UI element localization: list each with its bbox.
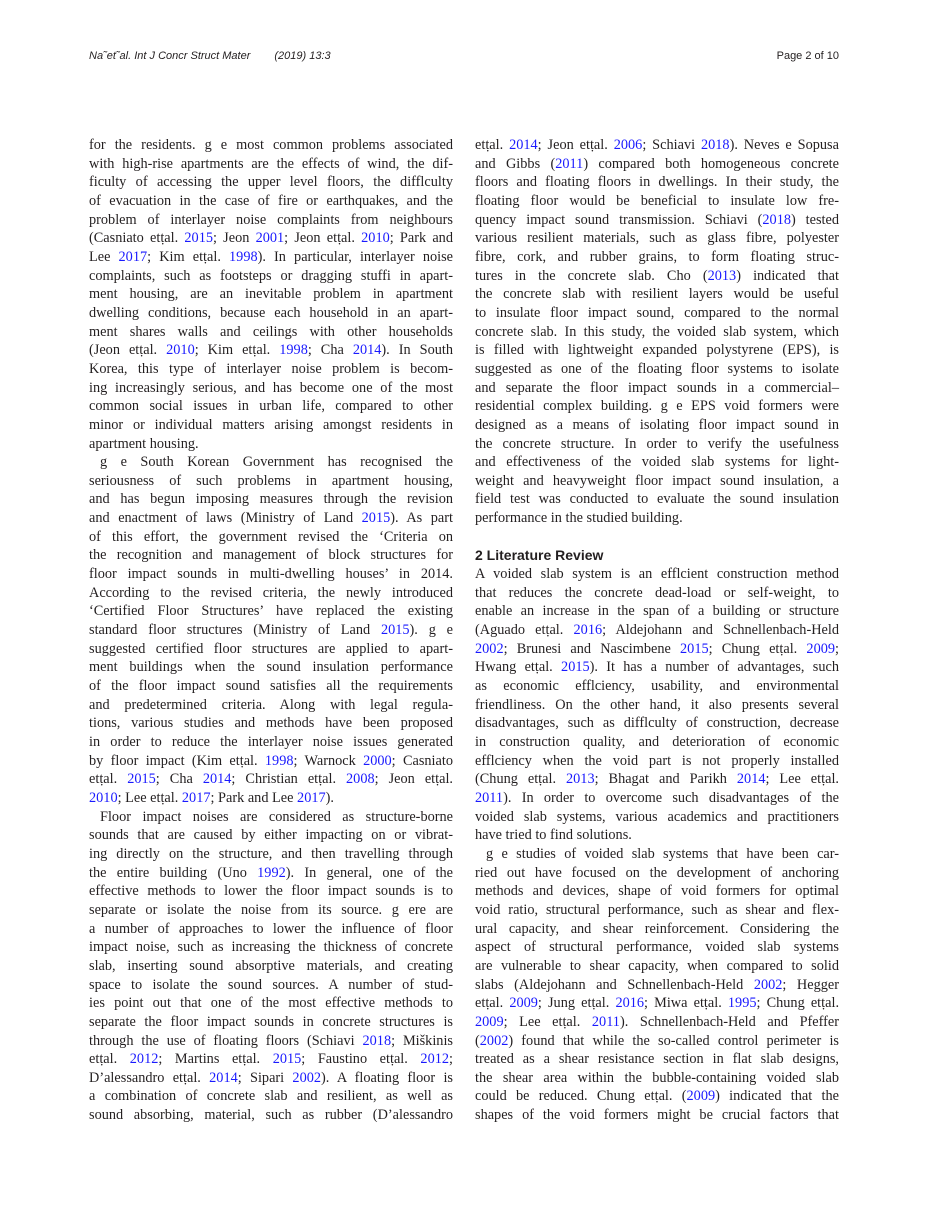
section-heading: 2 Literature Review xyxy=(475,547,604,564)
citation-link[interactable]: 2018 xyxy=(700,137,730,153)
paragraph xyxy=(475,565,839,845)
text-line: are vulnerable to shear capacity, when compared to solid xyxy=(475,957,839,974)
text-line: ment housing, are an inevitable problem in apartment xyxy=(89,286,453,303)
text-line: (Jeon etṭal. 2010; Kim etṭal. 1998; Cha 2014). In South xyxy=(89,342,454,359)
citation-link[interactable]: 2009 xyxy=(475,1013,504,1030)
text-line: impact noise, such as increasing the thickness of concrete xyxy=(89,939,453,956)
citation-link[interactable]: 2002 xyxy=(753,976,783,993)
citation-link[interactable]: 2016 xyxy=(573,622,603,639)
citation-link[interactable]: 2014 xyxy=(202,771,232,788)
text-line: efflciency when the void part is not properly installed xyxy=(475,752,839,769)
text-line: effective methods to lower the floor impact sounds is to xyxy=(89,883,453,900)
text-line: with high-rise apartments are the effects of wind, the dif- xyxy=(89,155,453,172)
citation-link[interactable]: 2009 xyxy=(686,1088,716,1105)
text-line: A voided slab system is an efflcient construction method xyxy=(475,566,839,583)
text-line: Floor impact noises are considered as structure-borne xyxy=(100,808,453,825)
text-line: designed as a means of isolating floor impact sound in xyxy=(475,416,839,433)
text-line: for the residents. g e most common problems associated xyxy=(89,137,453,153)
text-line: the concrete structure. In order to verify the usefulness xyxy=(475,435,839,452)
citation-link[interactable]: 2015 xyxy=(127,771,156,788)
text-line: and predetermined criteria. Along with legal regula- xyxy=(89,696,453,713)
text-line: shapes of the void formers might be crucial factors that xyxy=(475,1107,839,1124)
text-line: weight and heavyweight floor impact sound insulation, a xyxy=(475,472,839,489)
text-line: (2002) found that while the so-called control perimeter is xyxy=(475,1032,839,1049)
text-line: space to isolate the sound sources. A number of stud- xyxy=(89,976,453,993)
citation-link[interactable]: 2002 xyxy=(475,640,504,657)
text-line: seriousness of such problems in apartment housing, xyxy=(89,472,453,489)
text-line: enable an increase in the span of a building or structure xyxy=(475,603,839,620)
text-line: and Gibbs (2011) compared both homogeneous concrete xyxy=(475,155,839,172)
text-line: sound absorbing, material, such as rubber (D’alessandro xyxy=(89,1107,453,1124)
text-line: ficulty of accessing the upper level floors, the difflculty xyxy=(89,174,453,191)
citation-link[interactable]: 2015 xyxy=(680,640,709,657)
text-line: separate or isolate the noise from its source. g ere are xyxy=(89,901,453,918)
paragraph xyxy=(89,453,453,807)
text-line: 2010; Lee etṭal. 2017; Park and Lee 2017). xyxy=(89,789,334,806)
text-line: (Chung etṭal. 2013; Bhagat and Parikh 2014; Lee etṭal. xyxy=(475,771,839,788)
text-line: have tried to find solutions. xyxy=(475,827,632,844)
citation-link[interactable]: 2018 xyxy=(362,1032,392,1049)
citation-link[interactable]: 2010 xyxy=(89,789,118,806)
citation-link[interactable]: 2017 xyxy=(297,789,326,806)
text-line: floating floor would be beneficial to insulate low fre- xyxy=(475,192,839,209)
text-line: void ratio, structural performance, such as shear and flex- xyxy=(475,901,839,918)
text-line: dwelling conditions, because each household in an apart- xyxy=(89,304,453,321)
citation-link[interactable]: 2014 xyxy=(352,342,382,359)
text-line: Lee 2017; Kim etṭal. 1998). In particular, interlayer noise xyxy=(89,248,453,265)
citation-link[interactable]: 1995 xyxy=(727,995,757,1012)
text-line: slabs (Aldejohann and Schnellenbach-Held 2002; Hegger xyxy=(475,976,839,993)
text-line: fibre, cork, and rubber grains, to form floating struc- xyxy=(475,248,839,265)
text-line: etṭal. 2014; Jeon etṭal. 2006; Schiavi 2018). Neves e Sopusa xyxy=(475,137,839,153)
text-line: of evacuation in the case of fire or earthquakes, and the xyxy=(89,192,453,209)
citation-link[interactable]: 2015 xyxy=(561,659,590,676)
text-line: ment buildings when the sound insulation performance xyxy=(89,659,453,676)
text-line: as economic efflciency, usability, and environmental xyxy=(475,678,839,695)
text-line: is filled with lightweight expanded polystyrene (EPS), is xyxy=(475,342,839,359)
citation-link[interactable]: 2011 xyxy=(555,155,584,172)
text-line: aspect of structural performance, voided slab systems xyxy=(475,939,839,956)
text-line: a number of approaches to lower the influence of floor xyxy=(89,920,453,937)
text-line: etṭal. 2009; Jung etṭal. 2016; Miwa etṭal. 1995; Chung etṭal. xyxy=(475,995,840,1012)
text-line: floor impact sounds in multi-dwelling houses’ in 2014. xyxy=(89,566,453,583)
citation-link[interactable]: 1998 xyxy=(279,342,308,359)
text-line: in order to reduce the interlayer noise issues generated xyxy=(89,734,453,750)
text-line: and has begun imposing measures through the revision xyxy=(89,491,453,508)
citation-link[interactable]: 2017 xyxy=(181,789,211,806)
text-line: Korea, this type of interlayer noise problem is becom- xyxy=(89,360,453,377)
text-line: (Aguado etṭal. 2016; Aldejohann and Schnellenbach-Held xyxy=(475,622,840,639)
text-line: According to the revised criteria, the newly introduced xyxy=(89,584,453,601)
text-line: by floor impact (Kim etṭal. 1998; Warnock 2000; Casniato xyxy=(89,752,453,769)
text-line: floors and floating floors in dwellings. In their study, the xyxy=(475,174,839,191)
citation-link[interactable]: 2016 xyxy=(615,995,645,1012)
citation-link[interactable]: 2015 xyxy=(361,510,391,527)
text-line: (Casniato etṭal. 2015; Jeon 2001; Jeon etṭal. 2010; Park and xyxy=(89,230,453,247)
citation-link[interactable]: 2014 xyxy=(509,137,538,153)
citation-link[interactable]: 2000 xyxy=(363,752,392,769)
citation-link[interactable]: 2015 xyxy=(272,1051,302,1068)
text-line: to insulate floor impact sound, compared to the normal xyxy=(475,304,839,321)
citation-link[interactable]: 2002 xyxy=(292,1069,322,1086)
text-line: the recognition and management of block structures for xyxy=(89,547,453,564)
text-line: etṭal. 2015; Cha 2014; Christian etṭal. 2008; Jeon etṭal. xyxy=(89,771,454,788)
text-line: ried out have focused on the development of anchoring xyxy=(475,864,839,881)
citation-link[interactable]: 2013 xyxy=(566,771,595,788)
citation-link[interactable]: 2002 xyxy=(479,1032,509,1049)
text-line: 2011). In order to overcome such disadvantages of the xyxy=(475,789,839,806)
text-line: voided slab systems, various academics and practitioners xyxy=(475,808,839,825)
citation-link[interactable]: 2015 xyxy=(184,230,213,247)
text-line: that reduces the concrete dead-load or self-weight, to xyxy=(475,584,839,601)
journal-name: Na˜et˜al. Int J Concr Struct Mater xyxy=(89,50,251,62)
citation-link[interactable]: 2009 xyxy=(806,640,836,657)
text-line: complaints, such as footsteps or dragging stuffi in apart- xyxy=(89,267,453,284)
text-line: sounds that are caused by either impacting on or vibrat- xyxy=(89,827,453,844)
text-line: ‘Certified Floor Structures’ have replaced the existing xyxy=(89,603,453,620)
citation-link[interactable]: 2015 xyxy=(380,622,410,639)
citation-link[interactable]: 2014 xyxy=(209,1069,238,1086)
citation-link[interactable]: 2017 xyxy=(118,248,148,265)
text-column-left xyxy=(89,136,453,1125)
citation-link[interactable]: 2012 xyxy=(420,1051,450,1068)
text-line: methods and devices, shape of void formers for optimal xyxy=(475,883,839,900)
citation-link[interactable]: 2018 xyxy=(762,211,791,228)
text-line: common social issues in urban life, compared to other xyxy=(89,398,453,415)
text-line: in construction quality, and deterioration of economic xyxy=(475,734,839,750)
text-line: treated as a shear resistance section in flat slab designs, xyxy=(475,1051,839,1068)
paragraph xyxy=(89,808,453,1125)
text-line: ural capacity, and shear reinforcement. Considering the xyxy=(475,920,839,937)
citation-link[interactable]: 2010 xyxy=(361,230,390,247)
text-line: of the floor impact sound satisfies all the requirements xyxy=(89,678,453,695)
text-line: ies point out that one of the most effective methods to xyxy=(89,995,453,1012)
text-line: friendliness. On the other hand, it also presents several xyxy=(475,696,839,713)
text-line: performance in the studied building. xyxy=(475,510,683,527)
running-header xyxy=(89,50,355,62)
text-line: g e studies of voided slab systems that have been car- xyxy=(486,845,839,862)
text-line: slab, inserting sound absorptive materials, and creating xyxy=(89,957,453,974)
text-line: and enactment of laws (Ministry of Land 2015). As part xyxy=(89,510,453,527)
text-column-right xyxy=(475,136,839,1125)
text-line: suggested certified floor structures are applied to apart- xyxy=(89,640,453,657)
text-line: ing directly on the structure, and then travelling through xyxy=(89,845,453,862)
text-line: apartment housing. xyxy=(89,435,199,452)
text-line: and effectiveness of the voided slab systems for light- xyxy=(475,454,839,471)
text-line: Hwang etṭal. 2015). It has a number of advantages, such xyxy=(475,659,839,676)
citation-link[interactable]: 1998 xyxy=(264,752,294,769)
text-line: a combination of concrete slab and resilient, as well as xyxy=(89,1088,453,1105)
text-line: tions, various studies and methods have been proposed xyxy=(89,715,453,732)
text-line: disadvantages, such as difflculty of construction, decrease xyxy=(475,715,839,732)
citation-link[interactable]: 2014 xyxy=(736,771,766,788)
text-line: concrete slab. In this study, the voided slab system, which xyxy=(475,323,839,340)
text-line: field test was conducted to evaluate the sound insulation xyxy=(475,491,839,508)
citation-link[interactable]: 2011 xyxy=(591,1013,620,1030)
text-line: 2002; Brunesi and Nascimbene 2015; Chung etṭal. 2009; xyxy=(475,640,839,657)
citation-link[interactable]: 2008 xyxy=(346,771,375,788)
citation-link[interactable]: 2010 xyxy=(166,342,195,359)
citation-link[interactable]: 2001 xyxy=(255,230,285,247)
article-citation: (2019) 13:3 xyxy=(274,50,331,62)
paragraph xyxy=(475,845,839,1125)
text-line: problem of interlayer noise complaints from neighbours xyxy=(89,211,453,228)
text-line: ment shares walls and ceilings with other households xyxy=(89,323,453,340)
text-line: 2009; Lee etṭal. 2011). Schnellenbach-Held and Pfeffer xyxy=(475,1013,839,1030)
text-line: the concrete slab with resilient layers would be useful xyxy=(475,286,839,303)
text-line: the shear area within the bubble-containing voided slab xyxy=(475,1069,839,1086)
text-line: separate the floor impact sounds in concrete structures is xyxy=(89,1013,453,1030)
text-line: could be reduced. Chung etṭal. (2009) indicated that the xyxy=(475,1088,839,1105)
text-line: standard floor structures (Ministry of Land 2015). g e xyxy=(89,622,453,639)
text-line: and separate the floor impact sounds in a commercial– xyxy=(475,379,839,396)
text-line: residential complex building. g e EPS void formers were xyxy=(475,398,839,415)
text-line: quency impact sound transmission. Schiavi (2018) tested xyxy=(475,211,840,228)
citation-link[interactable]: 2006 xyxy=(613,137,643,153)
text-line: etṭal. 2012; Martins etṭal. 2015; Faustino etṭal. 2012; xyxy=(89,1051,453,1068)
citation-link[interactable]: 1998 xyxy=(229,248,258,265)
paragraph xyxy=(475,136,839,528)
text-line: various resilient materials, such as glass fibre, polyester xyxy=(475,230,839,247)
citation-link[interactable]: 2012 xyxy=(129,1051,159,1068)
citation-link[interactable]: 2013 xyxy=(707,267,737,284)
text-line: the entire building (Uno 1992). In general, one of the xyxy=(89,864,453,881)
citation-link[interactable]: 2009 xyxy=(509,995,538,1012)
text-line: of this effort, the government revised the ‘Criteria on xyxy=(89,528,453,545)
text-line: ing increasingly serious, and has become one of the most xyxy=(89,379,453,396)
page-number: Page 2 of 10 xyxy=(776,50,839,62)
text-line: D’alessandro etṭal. 2014; Sipari 2002). A floating floor is xyxy=(89,1069,453,1086)
text-line: through the use of floating floors (Schiavi 2018; Miškinis xyxy=(89,1032,453,1049)
text-line: suggested as one of the floating floor systems to isolate xyxy=(475,360,839,377)
text-line: minor or individual matters arising amongst residents in xyxy=(89,416,453,433)
text-line: tures in the concrete slab. Cho (2013) indicated that xyxy=(475,267,840,284)
citation-link[interactable]: 2011 xyxy=(475,789,504,806)
text-line: g e South Korean Government has recognised the xyxy=(100,454,453,471)
paragraph xyxy=(89,136,453,453)
citation-link[interactable]: 1992 xyxy=(257,864,286,881)
